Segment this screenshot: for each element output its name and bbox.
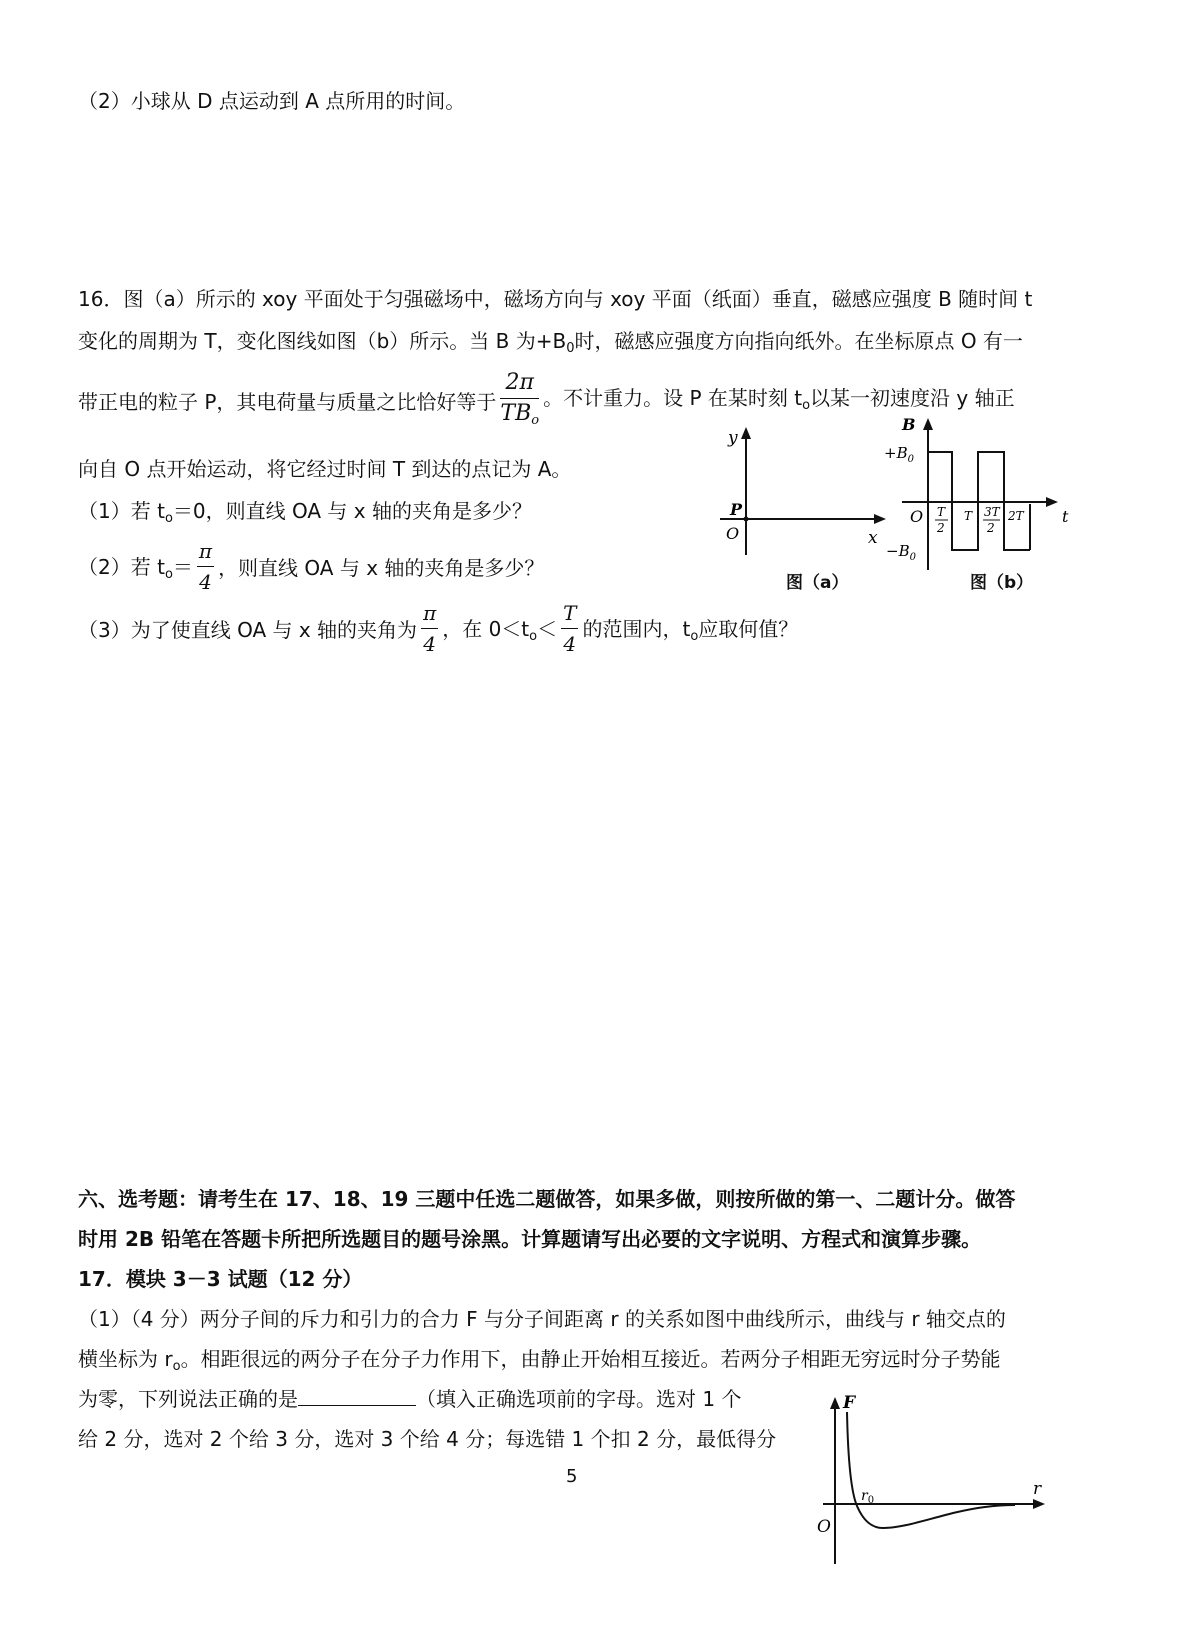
q17-line4: 给 2 分，选对 2 个给 3 分，选对 3 个给 4 分；每选错 1 个扣 2 分，最低得分 xyxy=(78,1427,777,1451)
q16-line2-b: 时，磁感应强度方向指向纸外。在坐标原点 O 有一 xyxy=(574,329,1023,353)
ratio-denominator: $TB_o$ xyxy=(500,401,540,428)
figure-a-caption: 图（a） xyxy=(786,573,849,593)
fig-b-tick-t: T xyxy=(964,509,973,523)
q16-part1: （1）若 $t_o=0$，则直线 OA 与 x 轴的夹角是多少？ xyxy=(78,499,532,526)
section6-line2: 时用 2B 铅笔在答题卡所把所选题目的题号涂黑。计算题请写出必要的文字说明、方程式和演算步骤。 xyxy=(78,1227,982,1251)
ratio-numerator: 2π xyxy=(500,368,539,399)
r-axis-arrow xyxy=(1033,1499,1045,1509)
fig-b-tick-t2-num: T xyxy=(937,505,946,519)
fig-b-b-label: B xyxy=(902,415,916,434)
figure-a-diagram xyxy=(720,425,900,560)
pi-over-4-frac: $\frac{\pi}{4}$ xyxy=(197,536,214,597)
force-label: F xyxy=(843,1393,856,1413)
figure-b-diagram xyxy=(880,408,1080,574)
fig-b-t-arrow xyxy=(1046,497,1058,507)
fig-b-minus-b0: $-B_0$ xyxy=(886,542,916,563)
force-axis-arrow xyxy=(830,1397,840,1409)
q15-part2: （2）小球从 D 点运动到 A 点所用的时间。 xyxy=(78,89,466,113)
origin-label: O xyxy=(817,1517,831,1537)
q17-line1: （1）（4 分）两分子间的斥力和引力的合力 F 与分子间距离 r 的关系如图中曲线所示，曲线与 r 轴交点的 xyxy=(78,1307,1006,1331)
figure-b-caption: 图（b） xyxy=(970,573,1034,593)
q16-line1: 16．图（a）所示的 xoy 平面处于匀强磁场中，磁场方向与 xoy 平面（纸面）垂直，磁感应强度 B 随时间 t xyxy=(78,287,1033,311)
charge-mass-ratio xyxy=(500,368,539,436)
r0-label: $r_0$ xyxy=(861,1488,875,1506)
q16-line4: 向自 O 点开始运动，将它经过时间 T 到达的点记为 A。 xyxy=(78,457,572,481)
page-number: 5 xyxy=(566,1466,578,1487)
fig-a-y-label: y xyxy=(728,428,738,448)
fig-a-origin-label: O xyxy=(726,524,740,543)
fig-b-tick-t2-den: 2 xyxy=(937,521,945,535)
fig-b-plus-b0: $+B_0$ xyxy=(884,444,914,465)
section6-line1: 六、选考题：请考生在 17、18、19 三题中任选二题做答，如果多做，则按所做的第一、二题计分。做答 xyxy=(78,1187,1016,1211)
angle-frac: $\frac{\pi}{4}$ xyxy=(421,598,438,659)
r-label: r xyxy=(1033,1479,1042,1499)
q16-line3-b: 。不计重力。设 P 在某时刻 $t_o$以某一初速度沿 y 轴正 xyxy=(543,386,1015,413)
fig-b-tick-3t2-num: 3T xyxy=(984,505,1000,519)
fig-b-tick-3t2-den: 2 xyxy=(987,521,995,535)
fig-a-y-arrow xyxy=(741,427,751,439)
fig-a-p-label: P xyxy=(730,500,743,519)
t-over-4-frac: $\frac{T}{4}$ xyxy=(561,598,578,659)
force-curve xyxy=(847,1412,1015,1528)
q16-line3-a: 带正电的粒子 P，其电荷量与质量之比恰好等于 xyxy=(78,390,497,414)
molecular-force-graph xyxy=(815,1392,1050,1567)
q16-part3: （3）为了使直线 OA 与 x 轴的夹角为 $\frac{\pi}{4}$ ，在 $0<t_o<$ $\frac{T}{4}$ 的范围内，$t_o$应取何值？ xyxy=(78,598,798,659)
fig-b-origin-label: O xyxy=(910,507,924,526)
fig-a-particle-point xyxy=(744,517,749,522)
answer-blank[interactable] xyxy=(298,1385,416,1406)
q17-line2: 横坐标为 $r_o$。相距很远的两分子在分子力作用下，由静止开始相互接近。若两分子相距无穷远时分子势能 xyxy=(78,1347,1001,1374)
fig-b-t-label: t xyxy=(1062,507,1069,526)
q16-line2-a: 变化的周期为 T，变化图线如图（b）所示。当 B 为+B xyxy=(78,329,567,353)
q17-title: 17．模块 3－3 试题（12 分） xyxy=(78,1267,363,1291)
fig-a-x-label: x xyxy=(868,528,878,548)
q16-line2 xyxy=(78,326,1023,364)
q16-line2-sub: 0 xyxy=(566,341,575,356)
q17-line3: 为零，下列说法正确的是 （填入正确选项前的字母。选对 1 个 xyxy=(78,1387,742,1411)
fig-b-b-arrow xyxy=(923,418,933,430)
fig-b-tick-2t: 2T xyxy=(1008,509,1024,523)
q16-part2: （2）若 $t_o=$ $\frac{\pi}{4}$ ，则直线 OA 与 x 轴的夹角是多少？ xyxy=(78,536,544,597)
